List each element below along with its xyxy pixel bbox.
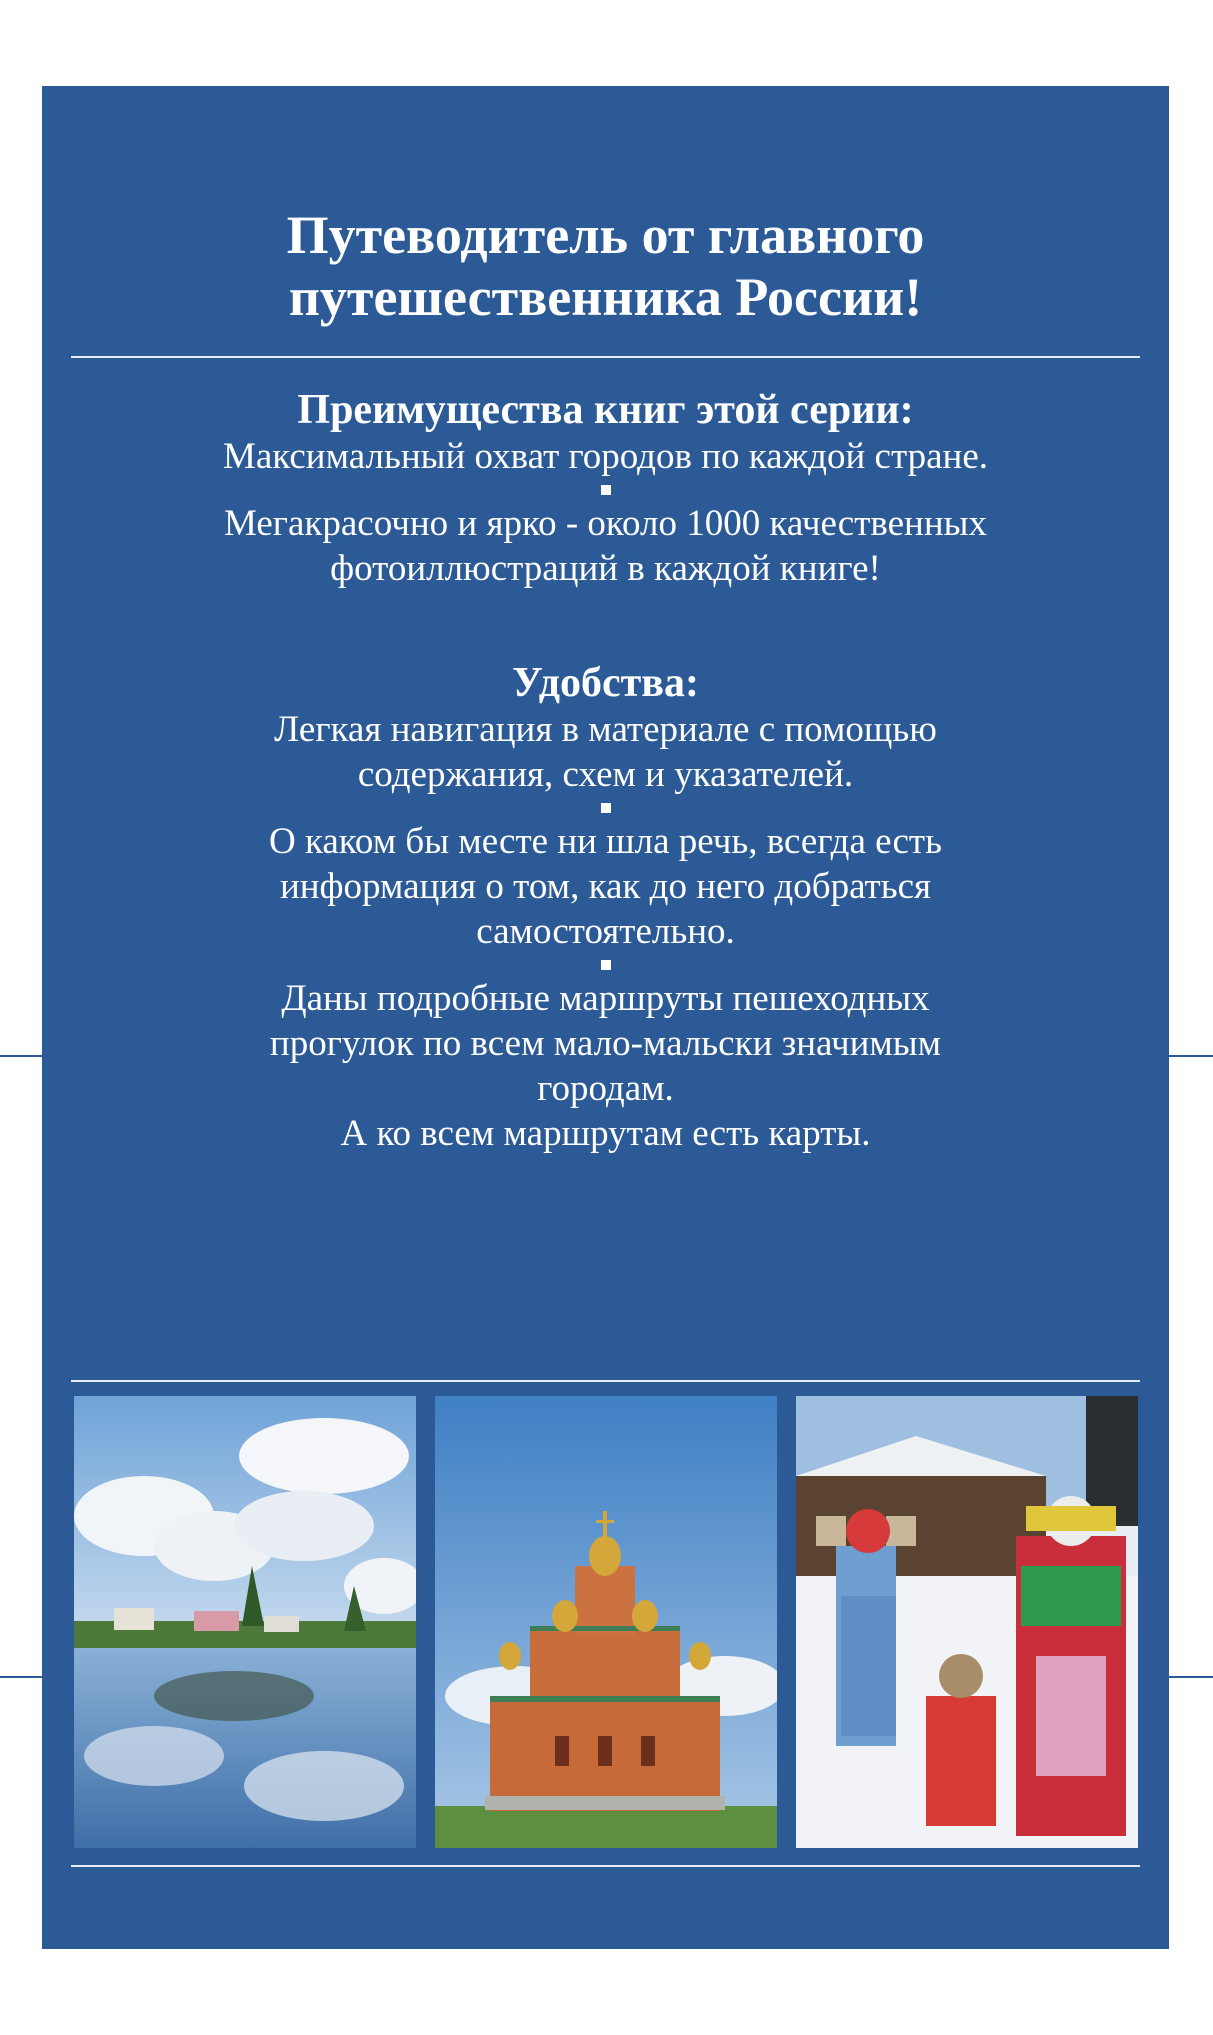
orthodox-cathedral-photo (435, 1396, 777, 1848)
convenience-item-1-line-2: содержания, схем и указателей. (357, 754, 854, 795)
village-lake-photo (74, 1396, 416, 1848)
trim-mark-left-top (0, 1055, 42, 1057)
trim-mark-right-bottom (1169, 1676, 1213, 1678)
advantage-item-2-line-1: Мегакрасочно и ярко - около 1000 качественных (223, 503, 988, 544)
divider-photos-bottom (71, 1865, 1140, 1867)
convenience-item-3-line-1: Даны подробные маршруты пешеходных (281, 978, 930, 1019)
bullet-square-icon (601, 803, 611, 813)
convenience-item-2-line-2: информация о том, как до него добраться (279, 866, 932, 907)
advantages-section (42, 386, 1169, 591)
advantages-heading: Преимущества книг этой серии: (297, 387, 914, 433)
convenience-item-3-line-4: А ко всем маршрутам есть карты. (340, 1113, 871, 1154)
advantage-item-1: Максимальный охват городов по каждой стране. (222, 436, 988, 477)
advantage-item-2-line-2: фотоиллюстраций в каждой книге! (330, 548, 881, 589)
trim-mark-right-top (1169, 1055, 1213, 1057)
conveniences-section (42, 659, 1169, 1156)
title-line-1: Путеводитель от главного (286, 205, 925, 265)
trim-mark-left-bottom (0, 1676, 42, 1678)
folk-festival-dolls-photo (796, 1396, 1138, 1848)
back-cover-panel (42, 86, 1169, 1949)
title-line-2: путешественника России! (288, 267, 923, 327)
convenience-item-3-line-3: городам. (537, 1068, 674, 1109)
bullet-square-icon (601, 960, 611, 970)
convenience-item-2-line-1: О каком бы месте ни шла речь, всегда есть (269, 821, 942, 862)
bullet-square-icon (601, 485, 611, 495)
divider-photos-top (71, 1380, 1140, 1382)
convenience-item-1-line-1: Легкая навигация в материале с помощью (274, 709, 937, 750)
convenience-item-3-line-2: прогулок по всем мало-мальски значимым (269, 1023, 942, 1064)
cover-title (42, 204, 1169, 328)
conveniences-heading: Удобства: (512, 660, 699, 706)
divider-top (71, 356, 1140, 358)
convenience-item-2-line-3: самостоятельно. (476, 911, 735, 952)
